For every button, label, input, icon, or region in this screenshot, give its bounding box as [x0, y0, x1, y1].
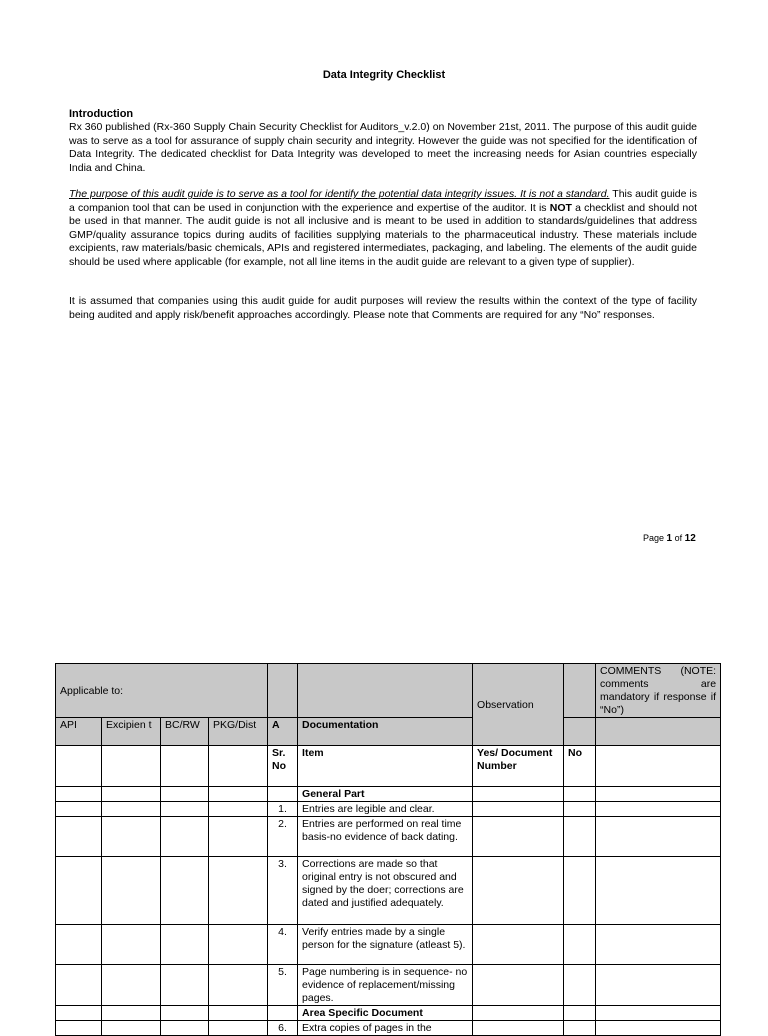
table-row [56, 925, 721, 965]
row-number: 2. [268, 817, 298, 857]
header-row-1 [56, 664, 721, 718]
col-item: Item [298, 746, 473, 787]
no-cell[interactable] [564, 965, 596, 1006]
paragraph-2-text-a: This audit guide is a companion tool that can be used in conjunction with the experience and expertise of the auditor. It is [69, 188, 697, 214]
yes-cell[interactable] [473, 857, 564, 925]
row-item-text: Entries are legible and clear. [298, 802, 473, 817]
subheader-area-specific-document: Area Specific Document [298, 1006, 473, 1021]
comments-cell[interactable] [596, 802, 721, 817]
comments-cell[interactable] [596, 817, 721, 857]
comments-cell[interactable] [596, 1021, 721, 1036]
yes-cell[interactable] [473, 965, 564, 1006]
table-row [56, 965, 721, 1006]
intro-paragraph-2 [69, 188, 697, 269]
comments-cell[interactable] [596, 925, 721, 965]
row-item-text: Verify entries made by a single person for the signature (atleast 5). [298, 925, 473, 965]
comments-cell[interactable] [596, 965, 721, 1006]
yes-cell[interactable] [473, 817, 564, 857]
yes-cell[interactable] [473, 802, 564, 817]
no-cell[interactable] [564, 857, 596, 925]
yes-cell[interactable] [473, 925, 564, 965]
no-cell[interactable] [564, 1021, 596, 1036]
col-api: API [56, 718, 102, 746]
comments-header: COMMENTS (NOTE: comments are mandatory if response if “No”) [596, 664, 721, 718]
applicable-to-header: Applicable to: [56, 664, 268, 718]
col-bcrw: BC/RW [161, 718, 209, 746]
section-title: Documentation [298, 718, 473, 746]
col-no: No [564, 746, 596, 787]
page-number: Page 1 of 12 [643, 533, 696, 544]
col-pkgdist: PKG/Dist [209, 718, 268, 746]
row-number: 5. [268, 965, 298, 1006]
row-number: 1. [268, 802, 298, 817]
checklist-table-wrapper [55, 663, 720, 1036]
checklist-table [55, 663, 721, 1036]
row-number: 4. [268, 925, 298, 965]
col-srno: Sr. No [268, 746, 298, 787]
row-item-text: Extra copies of pages in the [298, 1021, 473, 1036]
table-row [56, 857, 721, 925]
column-header-row [56, 746, 721, 787]
intro-paragraph-3: It is assumed that companies using this audit guide for audit purposes will review the results within the context of the type of facility being audited and apply risk/benefit approaches accordingly. Please note that Comments are required for any “No” responses. [69, 295, 697, 321]
introduction-heading: Introduction [69, 108, 134, 120]
section-letter: A [268, 718, 298, 746]
table-row [56, 1021, 721, 1036]
row-number: 3. [268, 857, 298, 925]
no-cell[interactable] [564, 925, 596, 965]
table-row [56, 817, 721, 857]
document-title: Data Integrity Checklist [322, 69, 446, 81]
intro-paragraph-1: Rx 360 published (Rx-360 Supply Chain Security Checklist for Auditors_v.2.0) on November 21st, 2011. The purpose of this audit guide was to serve as a tool for assurance of supply chain security and integrity. However the guide was not specified for the identification of Data Integrity. The dedicated checklist for Data Integrity was developed to meet the increasing needs for Asian countries especially India and China. [69, 121, 697, 174]
yes-cell[interactable] [473, 1021, 564, 1036]
subheader-row [56, 1006, 721, 1021]
header-row-2 [56, 718, 721, 746]
no-cell[interactable] [564, 817, 596, 857]
col-excipient: Excipien t [102, 718, 161, 746]
no-cell[interactable] [564, 802, 596, 817]
row-item-text: Page numbering is in sequence- no evidence of replacement/missing pages. [298, 965, 473, 1006]
row-item-text: Entries are performed on real time basis-no evidence of back dating. [298, 817, 473, 857]
paragraph-2-text-b: a checklist and should not be used in that manner. The audit guide is not all inclusive and is meant to be used in addition to standards/guidelines that address GMP/quality assurance topics during audits of facilities supplying materials to the pharmaceutical industry. These materials include excipients, raw materials/basic chemicals, APIs and registered intermediates, packaging, and labeling. The elements of the audit guide should be used where applicable (for example, not all line items in the audit guide are relevant to a given type of supplier). [69, 201, 697, 268]
not-emphasis: NOT [549, 201, 572, 214]
observation-header: Observation [473, 664, 564, 746]
subheader-general-part: General Part [298, 787, 473, 802]
col-yes-document-number: Yes/ Document Number [473, 746, 564, 787]
comments-cell[interactable] [596, 857, 721, 925]
row-number: 6. [268, 1021, 298, 1036]
row-item-text: Corrections are made so that original entry is not obscured and signed by the doer; corrections are dated and justified adequately. [298, 857, 473, 925]
table-row [56, 802, 721, 817]
subheader-row [56, 787, 721, 802]
purpose-statement: The purpose of this audit guide is to serve as a tool for identify the potential data integrity issues. It is not a standard. [69, 188, 610, 200]
